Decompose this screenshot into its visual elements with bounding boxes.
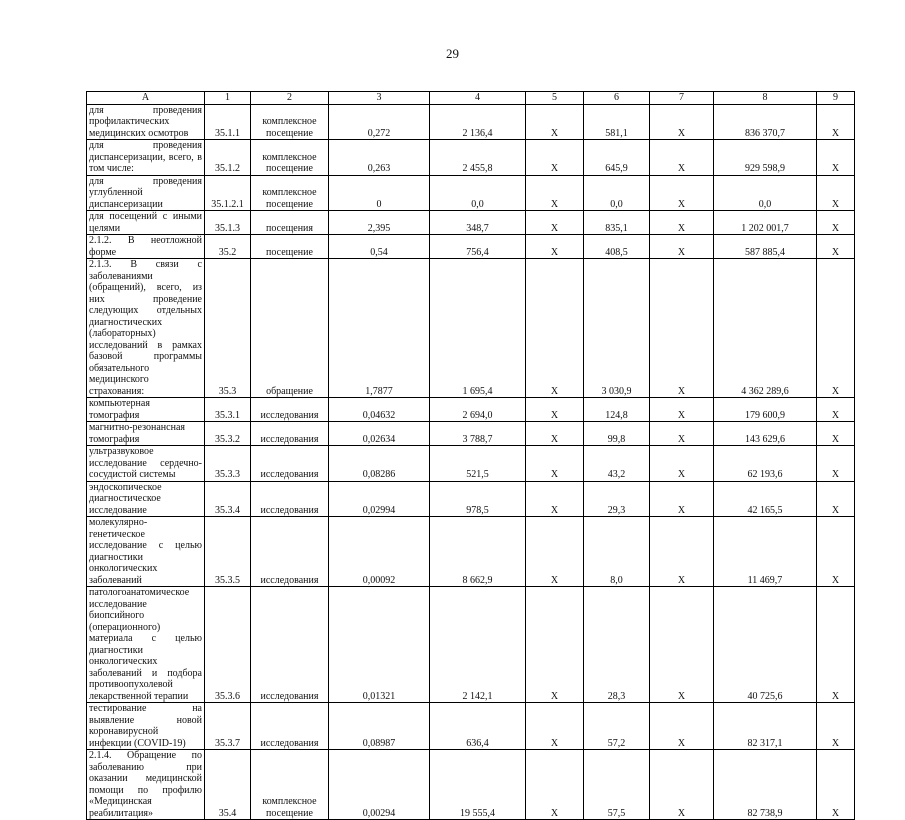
table-row [87, 750, 855, 820]
table-cell: 2,395 [329, 211, 430, 235]
table-row [87, 235, 855, 259]
table-cell: 35.1.2.1 [205, 175, 251, 211]
table-cell: Х [817, 587, 855, 703]
table-cell: 3 788,7 [430, 422, 526, 446]
table-cell: 35.1.2 [205, 140, 251, 176]
table-cell: Х [650, 517, 714, 587]
table-cell: Х [817, 422, 855, 446]
table-cell: Х [526, 517, 584, 587]
table-cell: 35.3 [205, 259, 251, 398]
table-cell: 35.3.7 [205, 703, 251, 750]
table-row [87, 587, 855, 703]
table-cell: 0,08286 [329, 446, 430, 482]
table-cell: комплексное посещение [251, 750, 329, 820]
table-cell: 43,2 [584, 446, 650, 482]
row-description-cell: молекулярно-генетическое исследование с целью диагностики онкологических заболеваний [87, 517, 205, 587]
table-cell: комплексное посещение [251, 140, 329, 176]
table-cell: Х [650, 235, 714, 259]
table-cell: исследования [251, 703, 329, 750]
row-description-cell: для проведения углубленной диспансеризации [87, 175, 205, 211]
table-cell: Х [650, 211, 714, 235]
table-cell: Х [526, 259, 584, 398]
table-cell: 99,8 [584, 422, 650, 446]
row-description-cell: ультразвуковое исследование сердечно-сосудистой системы [87, 446, 205, 482]
header-cell: 6 [584, 92, 650, 105]
table-cell: 35.3.3 [205, 446, 251, 482]
table-cell: Х [650, 175, 714, 211]
table-cell: 0,00294 [329, 750, 430, 820]
row-description-cell: 2.1.2. В неотложной форме [87, 235, 205, 259]
table-cell: Х [526, 235, 584, 259]
table-cell: 8 662,9 [430, 517, 526, 587]
table-cell: исследования [251, 446, 329, 482]
table-cell: исследования [251, 587, 329, 703]
table-cell: 8,0 [584, 517, 650, 587]
table-cell: 2 142,1 [430, 587, 526, 703]
table-cell: Х [817, 235, 855, 259]
table-row [87, 422, 855, 446]
table-cell: 835,1 [584, 211, 650, 235]
table-cell: Х [650, 104, 714, 140]
table-cell: Х [526, 104, 584, 140]
table-cell: Х [526, 703, 584, 750]
table-cell: 35.3.4 [205, 481, 251, 517]
table-cell: Х [817, 703, 855, 750]
table-cell: Х [650, 750, 714, 820]
table-cell: Х [817, 750, 855, 820]
table-cell: 1 695,4 [430, 259, 526, 398]
table-cell: 28,3 [584, 587, 650, 703]
row-description-cell: тестирование на выявление новой коронавирусной инфекции (COVID-19) [87, 703, 205, 750]
table-row [87, 517, 855, 587]
table-cell: комплексное посещение [251, 175, 329, 211]
table-cell: Х [526, 398, 584, 422]
table-cell: 2 694,0 [430, 398, 526, 422]
table-cell: 408,5 [584, 235, 650, 259]
table-cell: 0,0 [714, 175, 817, 211]
header-cell: А [87, 92, 205, 105]
table-cell: 0,00092 [329, 517, 430, 587]
table-cell: 35.3.6 [205, 587, 251, 703]
row-description-cell: магнитно-резонансная томография [87, 422, 205, 446]
row-description-cell: 2.1.4. Обращение по заболеванию при оказании медицинской помощи по профилю «Медицинская реабилитация» [87, 750, 205, 820]
table-row [87, 703, 855, 750]
table-cell: Х [650, 703, 714, 750]
table-cell: Х [817, 104, 855, 140]
table-cell: 0,0 [430, 175, 526, 211]
table-cell: 40 725,6 [714, 587, 817, 703]
header-row [87, 92, 855, 105]
table-cell: Х [650, 259, 714, 398]
table-row [87, 446, 855, 482]
table-cell: 0,02994 [329, 481, 430, 517]
table-cell: Х [817, 259, 855, 398]
header-cell: 8 [714, 92, 817, 105]
table-cell: 11 469,7 [714, 517, 817, 587]
table-cell: Х [526, 175, 584, 211]
row-description-cell: 2.1.3. В связи с заболеваниями (обращений), всего, из них проведение следующих отдельных диагностических (лабораторных) исследований в рамках базовой программы обязательного медицинского страхования: [87, 259, 205, 398]
table-cell: 179 600,9 [714, 398, 817, 422]
table-row [87, 140, 855, 176]
table-cell: комплексное посещение [251, 104, 329, 140]
table-cell: Х [526, 750, 584, 820]
row-description-cell: эндоскопическое диагностическое исследование [87, 481, 205, 517]
data-table [86, 91, 855, 820]
table-cell: 978,5 [430, 481, 526, 517]
table-cell: обращение [251, 259, 329, 398]
table-cell: 0,04632 [329, 398, 430, 422]
table-cell: 62 193,6 [714, 446, 817, 482]
table-cell: 0,01321 [329, 587, 430, 703]
table-cell: 1,7877 [329, 259, 430, 398]
table-cell: 1 202 001,7 [714, 211, 817, 235]
table-cell: 29,3 [584, 481, 650, 517]
table-cell: 756,4 [430, 235, 526, 259]
table-cell: 2 455,8 [430, 140, 526, 176]
table-cell: 143 629,6 [714, 422, 817, 446]
table-cell: 521,5 [430, 446, 526, 482]
table-cell: исследования [251, 422, 329, 446]
table-cell: исследования [251, 398, 329, 422]
header-cell: 5 [526, 92, 584, 105]
header-cell: 9 [817, 92, 855, 105]
table-cell: 35.2 [205, 235, 251, 259]
table-row [87, 398, 855, 422]
table-cell: Х [526, 481, 584, 517]
table-cell: Х [817, 446, 855, 482]
row-description-cell: для проведения профилактических медицинских осмотров [87, 104, 205, 140]
table-cell: 636,4 [430, 703, 526, 750]
table-cell: Х [526, 587, 584, 703]
table-cell: Х [650, 587, 714, 703]
header-cell: 2 [251, 92, 329, 105]
table-row [87, 211, 855, 235]
table-cell: Х [650, 140, 714, 176]
table-cell: Х [650, 422, 714, 446]
table-cell: Х [817, 211, 855, 235]
page-number: 29 [446, 46, 459, 61]
table-row [87, 104, 855, 140]
row-description-cell: для проведения диспансеризации, всего, в том числе: [87, 140, 205, 176]
table-cell: 124,8 [584, 398, 650, 422]
table-cell: исследования [251, 481, 329, 517]
table-cell: Х [526, 446, 584, 482]
table-cell: Х [817, 398, 855, 422]
table-cell: 0,272 [329, 104, 430, 140]
table-cell: 4 362 289,6 [714, 259, 817, 398]
table-cell: 929 598,9 [714, 140, 817, 176]
table-cell: Х [650, 481, 714, 517]
row-description-cell: для посещений с иными целями [87, 211, 205, 235]
table-cell: 0,54 [329, 235, 430, 259]
table-cell: 0 [329, 175, 430, 211]
table-cell: Х [526, 140, 584, 176]
table-cell: 2 136,4 [430, 104, 526, 140]
table-cell: 836 370,7 [714, 104, 817, 140]
table-cell: 42 165,5 [714, 481, 817, 517]
table-cell: 35.3.2 [205, 422, 251, 446]
table-cell: 0,263 [329, 140, 430, 176]
table-cell: 82 738,9 [714, 750, 817, 820]
table-cell: посещения [251, 211, 329, 235]
table-cell: 587 885,4 [714, 235, 817, 259]
table-cell: Х [817, 481, 855, 517]
table-cell: исследования [251, 517, 329, 587]
table-cell: 0,08987 [329, 703, 430, 750]
table-cell: 35.1.1 [205, 104, 251, 140]
table-cell: 35.1.3 [205, 211, 251, 235]
header-cell: 1 [205, 92, 251, 105]
table-cell: 645,9 [584, 140, 650, 176]
table-cell: 35.3.1 [205, 398, 251, 422]
table-cell: Х [526, 211, 584, 235]
table-cell: Х [650, 398, 714, 422]
table-cell: посещение [251, 235, 329, 259]
table-row [87, 175, 855, 211]
table-cell: 35.4 [205, 750, 251, 820]
table-cell: 348,7 [430, 211, 526, 235]
header-cell: 3 [329, 92, 430, 105]
table-cell: Х [650, 446, 714, 482]
header-cell: 7 [650, 92, 714, 105]
table-cell: 57,5 [584, 750, 650, 820]
row-description-cell: компьютерная томография [87, 398, 205, 422]
table-cell: 581,1 [584, 104, 650, 140]
table-cell: 35.3.5 [205, 517, 251, 587]
table-cell: Х [817, 175, 855, 211]
table-cell: 3 030,9 [584, 259, 650, 398]
table-cell: 82 317,1 [714, 703, 817, 750]
table-cell: Х [526, 422, 584, 446]
table-cell: 19 555,4 [430, 750, 526, 820]
header-cell: 4 [430, 92, 526, 105]
table-cell: Х [817, 140, 855, 176]
table-row [87, 481, 855, 517]
table-cell: 0,02634 [329, 422, 430, 446]
table-cell: Х [817, 517, 855, 587]
table-cell: 57,2 [584, 703, 650, 750]
table-row [87, 259, 855, 398]
row-description-cell: патологоанатомическое исследование биопсийного (операционного) материала с целью диагностики онкологических заболеваний и подбора противоопухолевой лекарственной терапии [87, 587, 205, 703]
table-cell: 0,0 [584, 175, 650, 211]
